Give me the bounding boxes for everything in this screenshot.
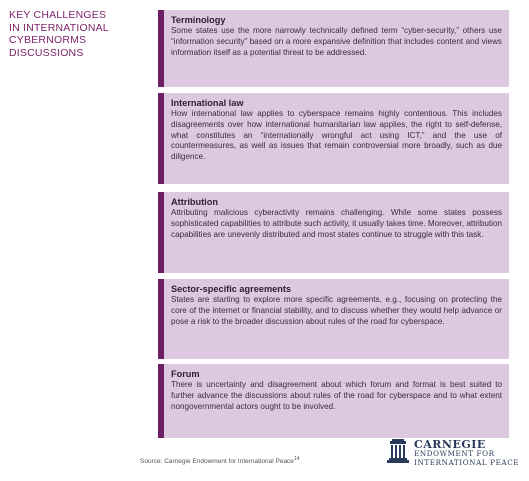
source-note — [140, 456, 300, 465]
section-body: States are starting to explore more specific agreements, e.g., focusing on protecting the core of the internet or financial stability, and to discuss whether they would help advance or pose a risk to the broader discussion about rules of the road for cyberspace. — [171, 295, 502, 326]
carnegie-logo — [386, 436, 522, 468]
section-sector-specific — [158, 279, 509, 359]
footnote-number: 14 — [293, 456, 300, 462]
section-heading: Forum — [171, 369, 200, 379]
challenges-panel — [149, 6, 519, 438]
section-heading: Sector-specific agreements — [171, 284, 291, 294]
section-heading: International law — [171, 98, 244, 108]
logo-line-1: ENDOWMENT FOR — [414, 449, 495, 458]
sidebar-title: KEY CHALLENGES IN INTERNATIONAL CYBERNORMS DISCUSSIONS — [9, 9, 109, 59]
logo-name: CARNEGIE — [414, 438, 486, 451]
logo-line-2: INTERNATIONAL PEACE — [414, 457, 520, 467]
section-body: Attributing malicious cyberactivity remains challenging. While some states possess sophisticated capabilities to attribute such activity, it usually takes time. Moreover, attribution capabilities are unevenly distributed and most states continue to struggle with this task. — [171, 208, 502, 239]
section-body: Some states use the more narrowly technically defined term “cyber-security,” others use “information security” based on a more expansive definition that includes content and views information itself as a potential threat to be addressed. — [171, 26, 502, 57]
section-attribution — [158, 192, 509, 273]
section-heading: Terminology — [171, 15, 226, 25]
logo-text — [414, 439, 519, 467]
section-heading: Attribution — [171, 197, 218, 207]
section-body: There is uncertainty and disagreement about which forum and format is best suited to further advance the discussions about rules of the road for cyberspace and to what extent nongovernmental actors ought to be involved. — [171, 380, 502, 411]
section-terminology — [158, 10, 509, 87]
section-forum — [158, 364, 509, 438]
section-international-law — [158, 93, 509, 184]
source-text: Source: Carnegie Endowment for International Peace — [140, 458, 294, 466]
section-body: How international law applies to cyberspace remains highly contentious. This includes disagreements over how international humanitarian law applies, the right to self-defense, what constitutes an “internationally wrongful act using ICT,” and the use of countermeasures, as well as issues that remain controversial more broadly, such as due diligence. — [171, 109, 502, 162]
carnegie-emblem-icon — [386, 438, 410, 466]
